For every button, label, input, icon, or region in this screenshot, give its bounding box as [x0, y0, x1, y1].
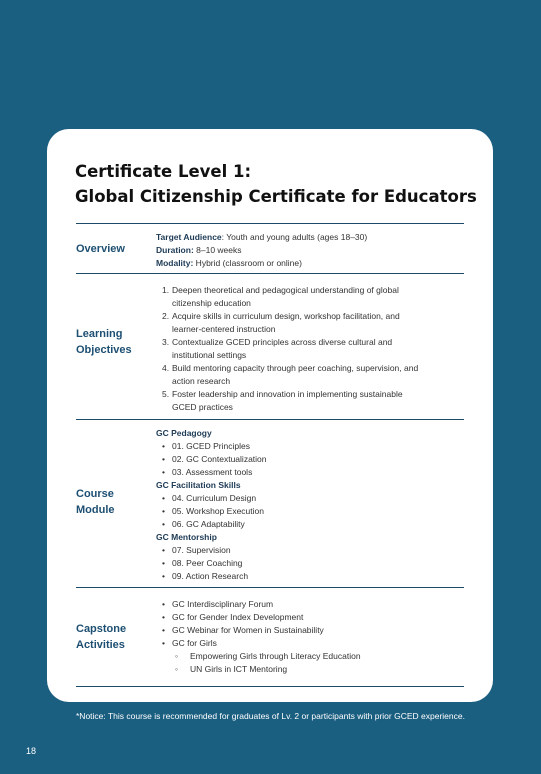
- module-label: Course Module: [76, 488, 115, 516]
- certificate-title: [75, 159, 477, 209]
- capstone-content: [156, 598, 456, 676]
- module-item: • 07. Supervision: [156, 544, 456, 557]
- module-item: • 01. GCED Principles: [156, 440, 456, 453]
- overview-duration: Duration: 8–10 weeks: [156, 245, 242, 255]
- overview-content: [156, 231, 456, 270]
- capstone-subitem: ◦ Empowering Girls through Literacy Education: [156, 650, 456, 663]
- module-group-header: GC Facilitation Skills: [156, 480, 241, 490]
- module-item: • 04. Curriculum Design: [156, 492, 456, 505]
- module-group-header: GC Mentorship: [156, 532, 217, 542]
- objectives-list: [156, 284, 456, 414]
- module-group-list: [156, 492, 456, 531]
- module-group-list: [156, 544, 456, 583]
- module-item: • 03. Assessment tools: [156, 466, 456, 479]
- objective-item: 2. Acquire skills in curriculum design, workshop facilitation, and learner-centered instruction: [162, 311, 400, 334]
- row-capstone-activities: [76, 587, 464, 687]
- objective-item: 4. Build mentoring capacity through peer coaching, supervision, and action research: [162, 363, 419, 386]
- objectives-content: [156, 284, 456, 414]
- title-line-2: Global Citizenship Certificate for Educators: [75, 187, 477, 206]
- capstone-item: • GC Interdisciplinary Forum: [156, 598, 456, 611]
- row-learning-objectives: [76, 273, 464, 420]
- objective-item: 3. Contextualize GCED principles across diverse cultural and institutional settings: [162, 337, 393, 360]
- capstone-item: • GC Webinar for Women in Sustainability: [156, 624, 456, 637]
- page-number: 18: [26, 746, 37, 756]
- objective-item: 1. Deepen theoretical and pedagogical understanding of global citizenship education: [162, 285, 399, 308]
- module-item: • 05. Workshop Execution: [156, 505, 456, 518]
- row-course-module: [76, 419, 464, 588]
- module-group-header: GC Pedagogy: [156, 428, 212, 438]
- module-item: • 02. GC Contextualization: [156, 453, 456, 466]
- row-overview: [76, 223, 464, 274]
- capstone-item: • GC for Gender Index Development: [156, 611, 456, 624]
- capstone-list: [156, 598, 456, 650]
- overview-label: Overview: [76, 243, 125, 255]
- objectives-label: Learning Objectives: [76, 328, 132, 356]
- capstone-subitem: ◦ UN Girls in ICT Mentoring: [156, 663, 456, 676]
- overview-target-audience: Target Audience: Youth and young adults (ages 18–30): [156, 232, 368, 242]
- capstone-label: Capstone Activities: [76, 623, 127, 651]
- notice-text: *Notice: This course is recommended for graduates of Lv. 2 or participants with prior GCED experience.: [76, 711, 465, 721]
- overview-modality: Modality: Hybrid (classroom or online): [156, 258, 302, 268]
- module-item: • 09. Action Research: [156, 570, 456, 583]
- module-content: [156, 427, 456, 583]
- certificate-card: [47, 129, 493, 702]
- capstone-sublist: [156, 650, 456, 676]
- module-item: • 08. Peer Coaching: [156, 557, 456, 570]
- module-item: • 06. GC Adaptability: [156, 518, 456, 531]
- capstone-item: • GC for Girls: [156, 637, 456, 650]
- objective-item: 5. Foster leadership and innovation in implementing sustainable GCED practices: [162, 389, 403, 412]
- title-line-1: Certificate Level 1:: [75, 162, 252, 181]
- module-group-list: [156, 440, 456, 479]
